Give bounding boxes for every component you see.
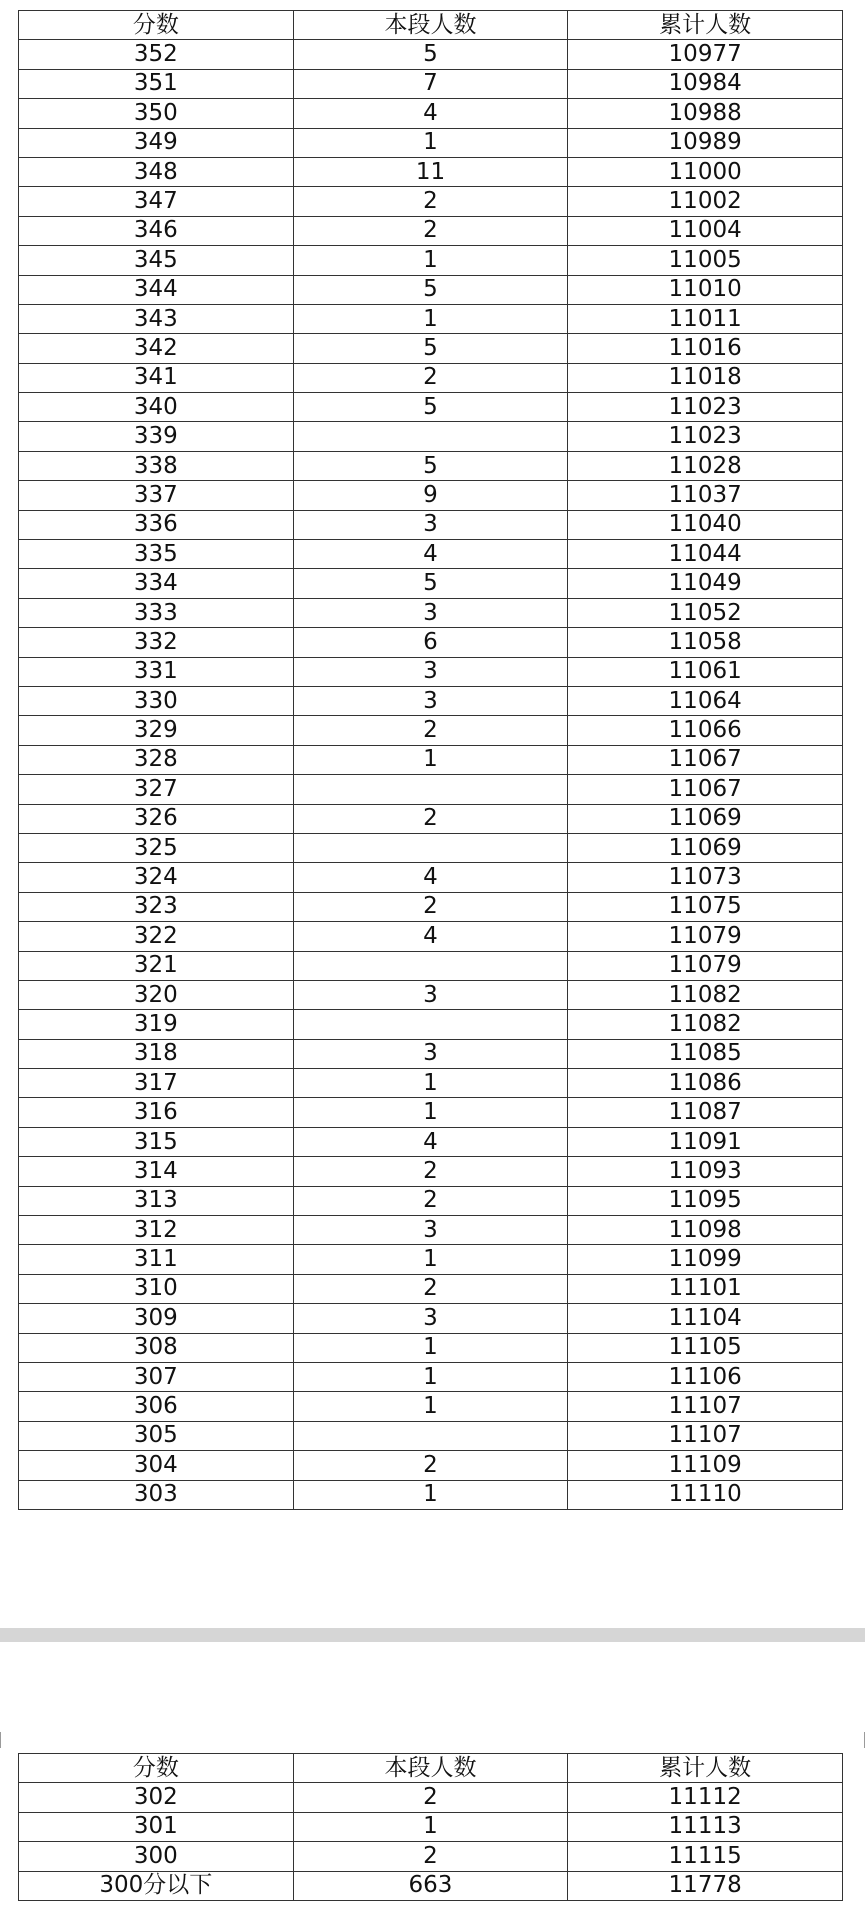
cell-score: 315 xyxy=(19,1127,294,1156)
table-row xyxy=(19,393,843,422)
cell-score: 344 xyxy=(19,275,294,304)
cell-cumulative-count: 11110 xyxy=(568,1480,843,1509)
cell-cumulative-count: 11098 xyxy=(568,1216,843,1245)
table-row xyxy=(19,1274,843,1303)
table-row xyxy=(19,1010,843,1039)
table-row xyxy=(19,1392,843,1421)
cell-cumulative-count: 11067 xyxy=(568,775,843,804)
cell-cumulative-count: 11082 xyxy=(568,1010,843,1039)
cell-cumulative-count: 11064 xyxy=(568,686,843,715)
header-score: 分数 xyxy=(19,1754,294,1783)
cell-segment-count: 2 xyxy=(293,187,568,216)
table-row xyxy=(19,481,843,510)
cell-cumulative-count: 11085 xyxy=(568,1039,843,1068)
cell-segment-count: 1 xyxy=(293,1098,568,1127)
cell-segment-count: 1 xyxy=(293,1245,568,1274)
table-row xyxy=(19,804,843,833)
table-row xyxy=(19,1069,843,1098)
cell-cumulative-count: 11037 xyxy=(568,481,843,510)
cell-score: 311 xyxy=(19,1245,294,1274)
cell-segment-count: 2 xyxy=(293,216,568,245)
cell-score: 329 xyxy=(19,716,294,745)
table-body xyxy=(19,40,843,1510)
cell-segment-count: 2 xyxy=(293,804,568,833)
header-segment-count: 本段人数 xyxy=(293,1754,568,1783)
cell-score: 327 xyxy=(19,775,294,804)
cell-cumulative-count: 11004 xyxy=(568,216,843,245)
cell-segment-count: 4 xyxy=(293,1127,568,1156)
table-row xyxy=(19,686,843,715)
cell-score: 305 xyxy=(19,1421,294,1450)
table-row xyxy=(19,1098,843,1127)
cell-score: 312 xyxy=(19,1216,294,1245)
cell-segment-count: 663 xyxy=(293,1871,568,1900)
cell-cumulative-count: 11106 xyxy=(568,1362,843,1391)
cell-cumulative-count: 11044 xyxy=(568,540,843,569)
cell-segment-count: 2 xyxy=(293,1186,568,1215)
cell-segment-count: 4 xyxy=(293,863,568,892)
table-row xyxy=(19,1304,843,1333)
cell-cumulative-count: 11023 xyxy=(568,422,843,451)
cell-cumulative-count: 10977 xyxy=(568,40,843,69)
table-row xyxy=(19,1362,843,1391)
cell-segment-count xyxy=(293,833,568,862)
cell-score: 313 xyxy=(19,1186,294,1215)
cell-cumulative-count: 11061 xyxy=(568,657,843,686)
cell-segment-count: 1 xyxy=(293,1812,568,1841)
cell-cumulative-count: 11086 xyxy=(568,1069,843,1098)
cell-segment-count: 3 xyxy=(293,1216,568,1245)
table-header-row xyxy=(19,11,843,40)
cell-score: 339 xyxy=(19,422,294,451)
cell-score: 325 xyxy=(19,833,294,862)
cell-cumulative-count: 10984 xyxy=(568,69,843,98)
cell-score: 306 xyxy=(19,1392,294,1421)
cell-segment-count: 1 xyxy=(293,1392,568,1421)
cell-cumulative-count: 11107 xyxy=(568,1392,843,1421)
cell-score: 350 xyxy=(19,99,294,128)
score-distribution-table xyxy=(18,10,843,1510)
cell-score: 341 xyxy=(19,363,294,392)
cell-segment-count: 2 xyxy=(293,1783,568,1812)
cell-score: 300 xyxy=(19,1842,294,1871)
cell-score: 322 xyxy=(19,922,294,951)
cell-score: 347 xyxy=(19,187,294,216)
cell-cumulative-count: 11107 xyxy=(568,1421,843,1450)
table-row xyxy=(19,422,843,451)
cell-segment-count: 5 xyxy=(293,334,568,363)
cell-cumulative-count: 11011 xyxy=(568,304,843,333)
cell-score: 349 xyxy=(19,128,294,157)
table-row xyxy=(19,40,843,69)
cell-cumulative-count: 11069 xyxy=(568,833,843,862)
cell-cumulative-count: 11104 xyxy=(568,1304,843,1333)
cell-segment-count xyxy=(293,1010,568,1039)
cell-segment-count: 1 xyxy=(293,128,568,157)
cell-score: 336 xyxy=(19,510,294,539)
table-row xyxy=(19,451,843,480)
cell-segment-count: 5 xyxy=(293,275,568,304)
cell-segment-count: 9 xyxy=(293,481,568,510)
cell-cumulative-count: 11087 xyxy=(568,1098,843,1127)
table-row xyxy=(19,304,843,333)
table-row xyxy=(19,363,843,392)
cell-score: 334 xyxy=(19,569,294,598)
table-body xyxy=(19,1783,843,1901)
table-row xyxy=(19,1480,843,1509)
cell-cumulative-count: 11778 xyxy=(568,1871,843,1900)
table-row xyxy=(19,716,843,745)
cell-score: 352 xyxy=(19,40,294,69)
cell-cumulative-count: 11091 xyxy=(568,1127,843,1156)
cell-score: 340 xyxy=(19,393,294,422)
cell-score: 309 xyxy=(19,1304,294,1333)
cell-cumulative-count: 11066 xyxy=(568,716,843,745)
cell-segment-count: 1 xyxy=(293,745,568,774)
cell-score: 335 xyxy=(19,540,294,569)
table-row xyxy=(19,922,843,951)
cell-cumulative-count: 11113 xyxy=(568,1812,843,1841)
table-row xyxy=(19,128,843,157)
table-row xyxy=(19,775,843,804)
cell-cumulative-count: 11040 xyxy=(568,510,843,539)
cell-segment-count: 3 xyxy=(293,686,568,715)
score-distribution-table-continued xyxy=(18,1753,843,1901)
cell-score: 318 xyxy=(19,1039,294,1068)
cell-score: 320 xyxy=(19,980,294,1009)
cell-segment-count: 1 xyxy=(293,1333,568,1362)
cell-segment-count: 3 xyxy=(293,1304,568,1333)
table-row xyxy=(19,1783,843,1812)
cell-cumulative-count: 11109 xyxy=(568,1451,843,1480)
cell-segment-count: 2 xyxy=(293,1451,568,1480)
cell-score: 310 xyxy=(19,1274,294,1303)
table-row xyxy=(19,157,843,186)
cell-cumulative-count: 11002 xyxy=(568,187,843,216)
cell-score: 351 xyxy=(19,69,294,98)
cell-score: 331 xyxy=(19,657,294,686)
cell-score: 308 xyxy=(19,1333,294,1362)
cell-cumulative-count: 11005 xyxy=(568,246,843,275)
table-row xyxy=(19,99,843,128)
cell-score: 300分以下 xyxy=(19,1871,294,1900)
cell-cumulative-count: 11112 xyxy=(568,1783,843,1812)
cell-cumulative-count: 11000 xyxy=(568,157,843,186)
cell-segment-count: 2 xyxy=(293,1842,568,1871)
table-row xyxy=(19,69,843,98)
cell-cumulative-count: 11058 xyxy=(568,628,843,657)
cell-segment-count: 4 xyxy=(293,540,568,569)
cell-score: 302 xyxy=(19,1783,294,1812)
cell-score: 319 xyxy=(19,1010,294,1039)
cell-score: 326 xyxy=(19,804,294,833)
cell-cumulative-count: 11105 xyxy=(568,1333,843,1362)
table-row xyxy=(19,334,843,363)
table-row xyxy=(19,1216,843,1245)
cell-score: 323 xyxy=(19,892,294,921)
cell-segment-count xyxy=(293,422,568,451)
cell-cumulative-count: 11016 xyxy=(568,334,843,363)
table-row xyxy=(19,1451,843,1480)
cell-cumulative-count: 11079 xyxy=(568,922,843,951)
cell-cumulative-count: 11052 xyxy=(568,598,843,627)
table-row xyxy=(19,980,843,1009)
cell-segment-count xyxy=(293,1421,568,1450)
header-cumulative-count: 累计人数 xyxy=(568,11,843,40)
cell-score: 301 xyxy=(19,1812,294,1841)
table-row xyxy=(19,1245,843,1274)
page-corner-mark-left xyxy=(0,1732,1,1748)
cell-score: 317 xyxy=(19,1069,294,1098)
table-row xyxy=(19,275,843,304)
cell-score: 314 xyxy=(19,1157,294,1186)
cell-score: 348 xyxy=(19,157,294,186)
cell-score: 343 xyxy=(19,304,294,333)
table-row xyxy=(19,833,843,862)
cell-score: 342 xyxy=(19,334,294,363)
table-row xyxy=(19,598,843,627)
table-row xyxy=(19,1812,843,1841)
page-separator xyxy=(0,1628,865,1642)
header-segment-count: 本段人数 xyxy=(293,11,568,40)
cell-score: 338 xyxy=(19,451,294,480)
cell-segment-count: 2 xyxy=(293,1274,568,1303)
cell-segment-count: 11 xyxy=(293,157,568,186)
cell-cumulative-count: 11115 xyxy=(568,1842,843,1871)
cell-segment-count: 2 xyxy=(293,1157,568,1186)
cell-segment-count: 4 xyxy=(293,99,568,128)
cell-segment-count: 3 xyxy=(293,657,568,686)
table-row xyxy=(19,216,843,245)
cell-cumulative-count: 11099 xyxy=(568,1245,843,1274)
cell-score: 332 xyxy=(19,628,294,657)
table-row xyxy=(19,510,843,539)
cell-segment-count: 1 xyxy=(293,1480,568,1509)
table-header-row xyxy=(19,1754,843,1783)
cell-cumulative-count: 11075 xyxy=(568,892,843,921)
cell-score: 321 xyxy=(19,951,294,980)
cell-segment-count: 5 xyxy=(293,451,568,480)
table-row xyxy=(19,628,843,657)
cell-segment-count: 3 xyxy=(293,980,568,1009)
cell-segment-count: 5 xyxy=(293,40,568,69)
cell-cumulative-count: 11069 xyxy=(568,804,843,833)
table-row xyxy=(19,657,843,686)
cell-cumulative-count: 11023 xyxy=(568,393,843,422)
cell-segment-count: 1 xyxy=(293,304,568,333)
cell-cumulative-count: 11082 xyxy=(568,980,843,1009)
cell-cumulative-count: 11067 xyxy=(568,745,843,774)
cell-score: 304 xyxy=(19,1451,294,1480)
cell-score: 324 xyxy=(19,863,294,892)
cell-segment-count: 2 xyxy=(293,716,568,745)
header-cumulative-count: 累计人数 xyxy=(568,1754,843,1783)
table-row xyxy=(19,745,843,774)
cell-score: 303 xyxy=(19,1480,294,1509)
cell-cumulative-count: 11079 xyxy=(568,951,843,980)
cell-cumulative-count: 10988 xyxy=(568,99,843,128)
cell-cumulative-count: 11018 xyxy=(568,363,843,392)
cell-score: 328 xyxy=(19,745,294,774)
cell-segment-count: 6 xyxy=(293,628,568,657)
cell-segment-count: 3 xyxy=(293,1039,568,1068)
cell-segment-count: 5 xyxy=(293,393,568,422)
cell-score: 345 xyxy=(19,246,294,275)
table-row xyxy=(19,569,843,598)
cell-segment-count: 5 xyxy=(293,569,568,598)
table-row xyxy=(19,892,843,921)
table-row xyxy=(19,246,843,275)
cell-cumulative-count: 11028 xyxy=(568,451,843,480)
cell-cumulative-count: 11049 xyxy=(568,569,843,598)
cell-segment-count: 1 xyxy=(293,1069,568,1098)
table-row xyxy=(19,1157,843,1186)
cell-cumulative-count: 11095 xyxy=(568,1186,843,1215)
table-row xyxy=(19,1333,843,1362)
cell-segment-count xyxy=(293,775,568,804)
table-row xyxy=(19,1842,843,1871)
cell-score: 346 xyxy=(19,216,294,245)
cell-score: 316 xyxy=(19,1098,294,1127)
table-row xyxy=(19,1186,843,1215)
table-row xyxy=(19,1127,843,1156)
cell-score: 330 xyxy=(19,686,294,715)
cell-segment-count: 7 xyxy=(293,69,568,98)
header-score: 分数 xyxy=(19,11,294,40)
cell-segment-count: 4 xyxy=(293,922,568,951)
table-row xyxy=(19,863,843,892)
cell-cumulative-count: 11073 xyxy=(568,863,843,892)
cell-segment-count: 1 xyxy=(293,246,568,275)
cell-cumulative-count: 11101 xyxy=(568,1274,843,1303)
table-row xyxy=(19,951,843,980)
table-row xyxy=(19,187,843,216)
table-row xyxy=(19,1421,843,1450)
cell-segment-count: 1 xyxy=(293,1362,568,1391)
cell-segment-count xyxy=(293,951,568,980)
cell-score: 307 xyxy=(19,1362,294,1391)
table-row xyxy=(19,1871,843,1900)
cell-segment-count: 3 xyxy=(293,598,568,627)
cell-score: 333 xyxy=(19,598,294,627)
cell-segment-count: 2 xyxy=(293,363,568,392)
cell-cumulative-count: 11010 xyxy=(568,275,843,304)
cell-segment-count: 3 xyxy=(293,510,568,539)
table-row xyxy=(19,1039,843,1068)
cell-segment-count: 2 xyxy=(293,892,568,921)
cell-cumulative-count: 10989 xyxy=(568,128,843,157)
table-row xyxy=(19,540,843,569)
cell-cumulative-count: 11093 xyxy=(568,1157,843,1186)
cell-score: 337 xyxy=(19,481,294,510)
